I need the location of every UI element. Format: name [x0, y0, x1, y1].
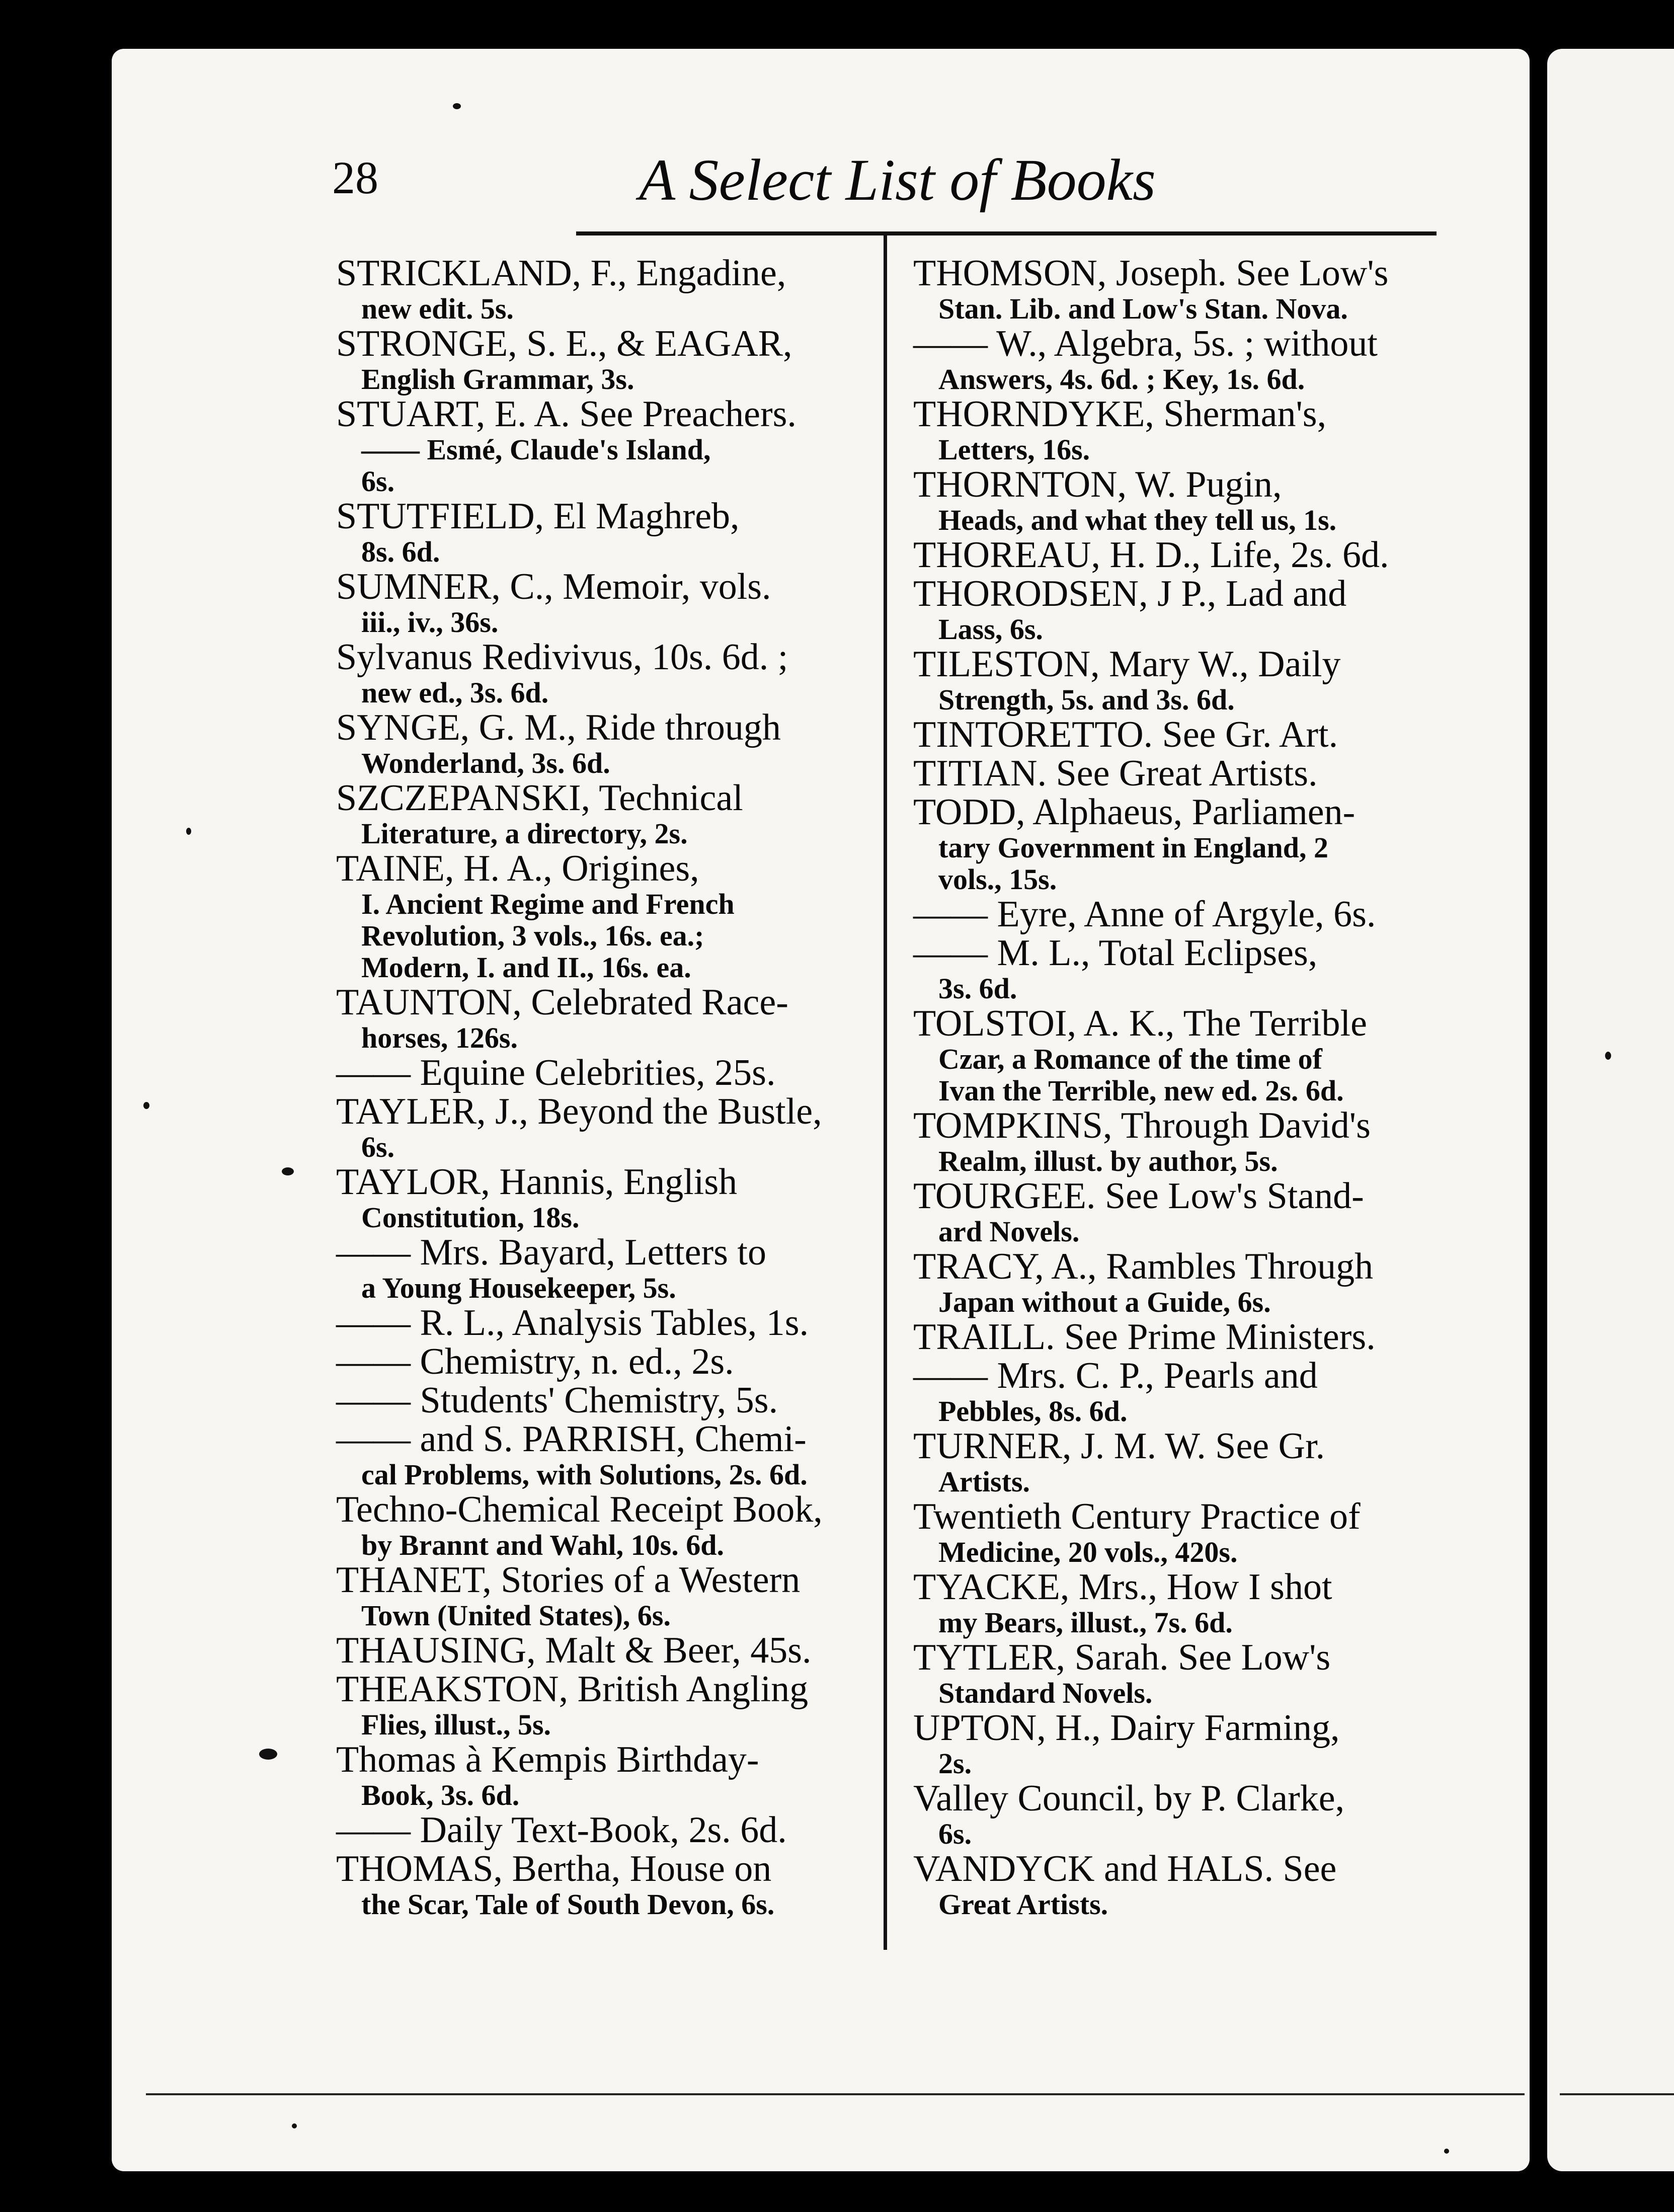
- entry-detail: Great Artists.: [938, 1888, 1108, 1921]
- book-entry: [913, 536, 1464, 575]
- entry-heading: —— Eyre, Anne of Argyle, 6s.: [913, 894, 1376, 935]
- page-title: A Select List of Books: [639, 147, 1156, 213]
- book-entry: [336, 1342, 877, 1381]
- entry-detail: Town (United States), 6s.: [361, 1599, 671, 1632]
- entry-detail: 8s. 6d.: [361, 535, 440, 568]
- entry-detail: Flies, illust., 5s.: [361, 1708, 551, 1741]
- entry-detail: English Grammar, 3s.: [361, 363, 634, 396]
- scan-speck: [186, 828, 191, 835]
- entry-heading: —— R. L., Analysis Tables, 1s.: [336, 1302, 809, 1344]
- entry-detail: new ed., 3s. 6d.: [361, 676, 549, 709]
- entry-detail: cal Problems, with Solutions, 2s. 6d.: [361, 1458, 808, 1491]
- right-column: [913, 254, 1464, 1920]
- entry-heading: SYNGE, G. M., Ride through: [336, 707, 781, 748]
- entry-detail: my Bears, illust., 7s. 6d.: [938, 1606, 1233, 1639]
- entry-detail: Literature, a directory, 2s.: [361, 817, 688, 850]
- book-entry: [913, 645, 1464, 716]
- book-entry: [913, 934, 1464, 1004]
- book-entry: [336, 1163, 877, 1233]
- entry-heading: UPTON, H., Dairy Farming,: [913, 1707, 1340, 1749]
- book-entry: [913, 1779, 1464, 1850]
- book-entry: [336, 708, 877, 779]
- entry-detail: Czar, a Romance of the time of: [938, 1043, 1322, 1075]
- adjacent-page-edge: [1547, 49, 1674, 2171]
- entry-detail: Heads, and what they tell us, 1s.: [938, 504, 1337, 536]
- entry-heading: TRAILL. See Prime Ministers.: [913, 1316, 1376, 1358]
- entry-heading: TOLSTOI, A. K., The Terrible: [913, 1003, 1367, 1044]
- book-entry: [913, 254, 1464, 325]
- entry-heading: THOREAU, H. D., Life, 2s. 6d.: [913, 534, 1389, 576]
- book-entry: [336, 1631, 877, 1670]
- entry-detail: 6s.: [361, 465, 395, 498]
- entry-heading: Twentieth Century Practice of: [913, 1496, 1361, 1537]
- book-entry: [336, 568, 877, 638]
- entry-heading: —— Chemistry, n. ed., 2s.: [336, 1341, 734, 1382]
- entry-detail: ard Novels.: [938, 1215, 1080, 1248]
- entry-heading: —— and S. PARRISH, Chemi-: [336, 1418, 807, 1460]
- scan-speck: [1605, 1052, 1611, 1060]
- entry-heading: Thomas à Kempis Birthday-: [336, 1739, 759, 1780]
- entry-detail: tary Government in England, 2: [938, 831, 1328, 864]
- entry-detail: Realm, illust. by author, 5s.: [938, 1145, 1278, 1177]
- entry-heading: —— Daily Text-Book, 2s. 6d.: [336, 1809, 787, 1851]
- book-entry: [913, 1318, 1464, 1357]
- book-entry: [336, 1420, 877, 1490]
- book-entry: [336, 254, 877, 325]
- entry-heading: THORNTON, W. Pugin,: [913, 464, 1282, 505]
- book-entry: [336, 1304, 877, 1342]
- entry-heading: TAINE, H. A., Origines,: [336, 848, 699, 889]
- entry-heading: TRACY, A., Rambles Through: [913, 1246, 1374, 1287]
- entry-detail: Modern, I. and II., 16s. ea.: [361, 951, 691, 984]
- entry-detail: iii., iv., 36s.: [361, 606, 499, 639]
- book-entry: [913, 793, 1464, 895]
- entry-heading: THAUSING, Malt & Beer, 45s.: [336, 1630, 812, 1671]
- book-entry: [913, 575, 1464, 645]
- book-entry: [913, 395, 1464, 465]
- scan-speck: [143, 1102, 149, 1109]
- book-entry: [336, 1381, 877, 1420]
- entry-detail: Medicine, 20 vols., 420s.: [938, 1536, 1238, 1568]
- entry-detail: Pebbles, 8s. 6d.: [938, 1395, 1128, 1428]
- entry-heading: Valley Council, by P. Clarke,: [913, 1778, 1345, 1819]
- book-entry: [336, 497, 877, 568]
- book-entry: [336, 983, 877, 1054]
- entry-heading: —— Students' Chemistry, 5s.: [336, 1380, 778, 1421]
- entry-detail: Artists.: [938, 1465, 1030, 1498]
- book-entry: [336, 849, 877, 983]
- page-number: 28: [332, 152, 378, 203]
- book-entry: [913, 716, 1464, 754]
- entry-detail: Lass, 6s.: [938, 613, 1043, 646]
- book-entry: [913, 1850, 1464, 1920]
- entry-detail: horses, 126s.: [361, 1021, 518, 1054]
- entry-detail: a Young Housekeeper, 5s.: [361, 1272, 676, 1304]
- book-entry: [336, 1811, 877, 1850]
- entry-detail: 6s.: [361, 1131, 395, 1163]
- header-rule: [576, 231, 1437, 235]
- book-entry: [336, 1670, 877, 1741]
- book-entry: [336, 1490, 877, 1561]
- entry-detail: by Brannt and Wahl, 10s. 6d.: [361, 1529, 724, 1561]
- entry-heading: TINTORETTO. See Gr. Art.: [913, 714, 1338, 755]
- entry-detail: I. Ancient Regime and French: [361, 888, 735, 920]
- entry-heading: VANDYCK and HALS. See: [913, 1848, 1337, 1889]
- entry-heading: THORNDYKE, Sherman's,: [913, 393, 1327, 435]
- entry-heading: TOURGEE. See Low's Stand-: [913, 1175, 1364, 1217]
- book-entry: [336, 1092, 877, 1163]
- entry-detail: Book, 3s. 6d.: [361, 1779, 520, 1811]
- entry-heading: TAYLOR, Hannis, English: [336, 1161, 738, 1203]
- entry-heading: THORODSEN, J P., Lad and: [913, 573, 1347, 614]
- scan-speck: [282, 1167, 294, 1175]
- book-entry: [336, 1561, 877, 1631]
- book-entry: [913, 754, 1464, 793]
- entry-detail: the Scar, Tale of South Devon, 6s.: [361, 1888, 775, 1921]
- entry-detail: Revolution, 3 vols., 16s. ea.;: [361, 919, 704, 952]
- entry-heading: TOMPKINS, Through David's: [913, 1105, 1371, 1146]
- book-entry: [336, 325, 877, 395]
- entry-heading: SUMNER, C., Memoir, vols.: [336, 566, 771, 607]
- book-entry: [336, 638, 877, 708]
- entry-heading: TAYLER, J., Beyond the Bustle,: [336, 1091, 822, 1132]
- book-entry: [336, 1850, 877, 1920]
- entry-detail: Answers, 4s. 6d. ; Key, 1s. 6d.: [938, 363, 1305, 396]
- entry-heading: TURNER, J. M. W. See Gr.: [913, 1426, 1325, 1467]
- book-entry: [913, 1107, 1464, 1177]
- entry-heading: —— W., Algebra, 5s. ; without: [913, 323, 1378, 364]
- book-entry: [913, 1638, 1464, 1709]
- entry-heading: THANET, Stories of a Western: [336, 1559, 801, 1601]
- entry-heading: Techno-Chemical Receipt Book,: [336, 1489, 823, 1530]
- entry-heading: TILESTON, Mary W., Daily: [913, 644, 1341, 685]
- entry-detail: Wonderland, 3s. 6d.: [361, 747, 610, 779]
- entry-detail: Japan without a Guide, 6s.: [938, 1286, 1271, 1318]
- entry-detail: Standard Novels.: [938, 1677, 1153, 1709]
- entry-detail: Ivan the Terrible, new ed. 2s. 6d.: [938, 1074, 1344, 1107]
- entry-detail: vols., 15s.: [938, 863, 1057, 896]
- entry-heading: —— Equine Celebrities, 25s.: [336, 1052, 776, 1093]
- scan-speck: [1444, 2149, 1449, 2154]
- book-entry: [336, 779, 877, 849]
- entry-detail: —— Esmé, Claude's Island,: [361, 433, 711, 466]
- book-entry: [913, 465, 1464, 536]
- entry-heading: —— M. L., Total Eclipses,: [913, 932, 1318, 974]
- entry-heading: STUTFIELD, El Maghreb,: [336, 496, 740, 537]
- left-column: [336, 254, 877, 1920]
- entry-heading: —— Mrs. C. P., Pearls and: [913, 1355, 1318, 1396]
- footer-rule-adjacent: [1560, 2093, 1674, 2095]
- entry-heading: TYACKE, Mrs., How I shot: [913, 1566, 1332, 1608]
- entry-detail: new edit. 5s.: [361, 292, 514, 325]
- book-entry: [913, 895, 1464, 934]
- entry-heading: STRICKLAND, F., Engadine,: [336, 253, 786, 294]
- entry-heading: THOMAS, Bertha, House on: [336, 1848, 772, 1889]
- book-entry: [336, 1233, 877, 1304]
- book-entry: [913, 1177, 1464, 1247]
- entry-heading: TODD, Alphaeus, Parliamen-: [913, 792, 1356, 833]
- book-entry: [913, 1709, 1464, 1779]
- book-entry: [913, 1427, 1464, 1497]
- entry-heading: THOMSON, Joseph. See Low's: [913, 253, 1389, 294]
- entry-detail: Stan. Lib. and Low's Stan. Nova.: [938, 292, 1348, 325]
- book-entry: [913, 1568, 1464, 1638]
- scan-speck: [259, 1749, 277, 1760]
- book-entry: [336, 1741, 877, 1811]
- entry-heading: —— Mrs. Bayard, Letters to: [336, 1232, 766, 1273]
- book-entry: [336, 395, 877, 497]
- book-entry: [913, 325, 1464, 395]
- page-header: [332, 146, 1499, 216]
- entry-heading: TYTLER, Sarah. See Low's: [913, 1637, 1331, 1678]
- book-entry: [913, 1497, 1464, 1568]
- book-entry: [913, 1247, 1464, 1318]
- scan-speck: [453, 103, 461, 109]
- entry-detail: Strength, 5s. and 3s. 6d.: [938, 683, 1235, 716]
- entry-detail: 3s. 6d.: [938, 972, 1017, 1005]
- entry-heading: SZCZEPANSKI, Technical: [336, 777, 743, 819]
- entry-heading: Sylvanus Redivivus, 10s. 6d. ;: [336, 637, 788, 678]
- entry-detail: 6s.: [938, 1818, 972, 1850]
- entry-detail: 2s.: [938, 1747, 972, 1780]
- footer-rule: [146, 2093, 1525, 2095]
- column-divider: [884, 234, 887, 1950]
- entry-heading: THEAKSTON, British Angling: [336, 1669, 809, 1710]
- book-entry: [913, 1357, 1464, 1427]
- scan-speck: [292, 2123, 297, 2128]
- entry-heading: TAUNTON, Celebrated Race-: [336, 982, 788, 1023]
- entry-heading: TITIAN. See Great Artists.: [913, 753, 1318, 794]
- entry-detail: Letters, 16s.: [938, 433, 1090, 466]
- entry-heading: STUART, E. A. See Preachers.: [336, 393, 796, 435]
- entry-heading: STRONGE, S. E., & EAGAR,: [336, 323, 792, 364]
- entry-detail: Constitution, 18s.: [361, 1201, 580, 1234]
- book-entry: [913, 1004, 1464, 1107]
- book-entry: [336, 1054, 877, 1092]
